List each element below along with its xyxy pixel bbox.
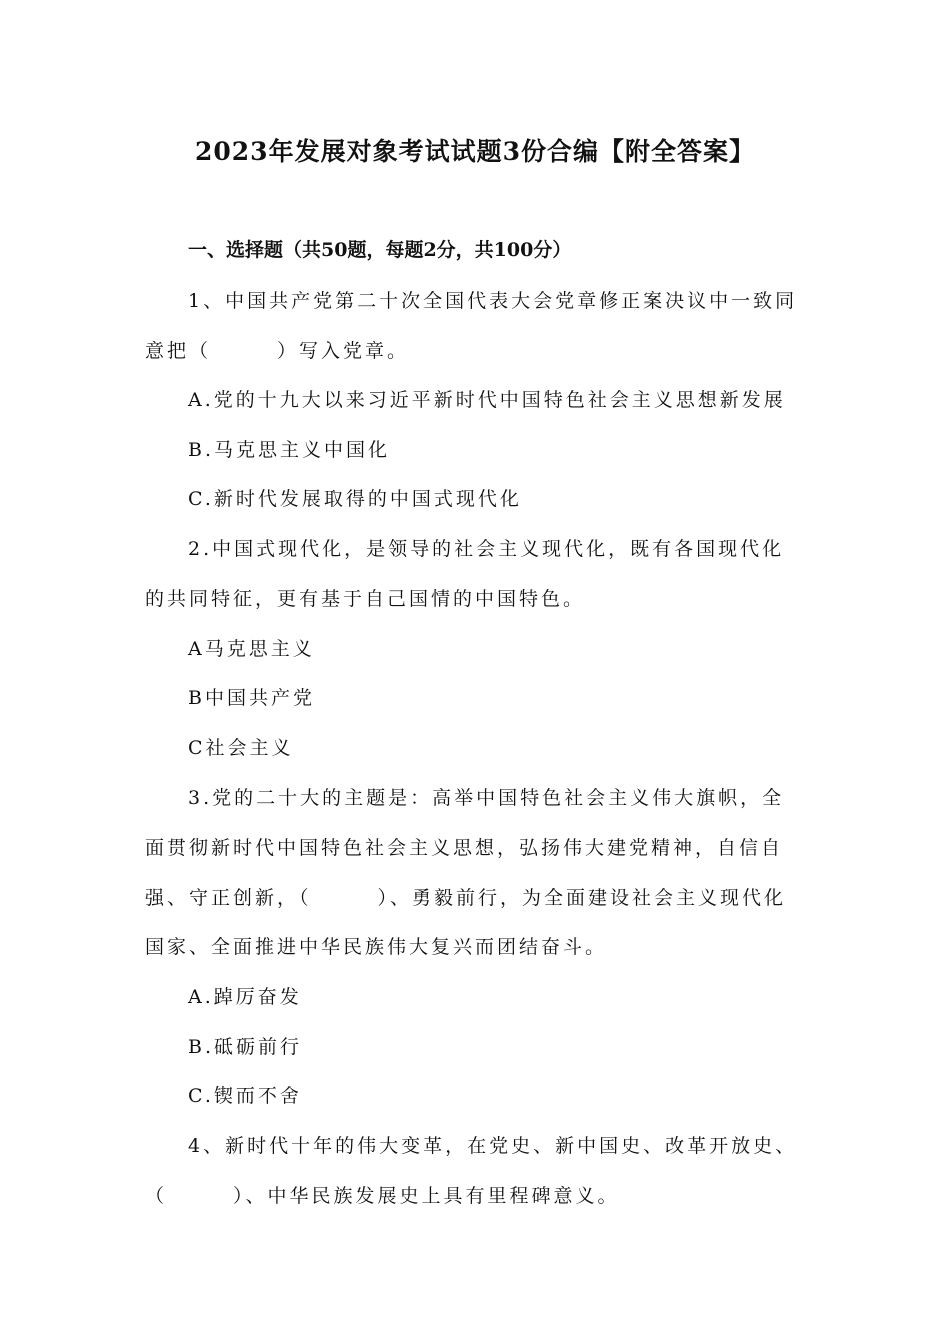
q1-option-c: C.新时代发展取得的中国式现代化 — [188, 488, 522, 510]
q3-option-c: C.锲而不舍 — [188, 1085, 302, 1107]
section-heading: 一、选择题（共50题，每题2分，共100分） — [188, 239, 572, 261]
q1-option-a: A.党的十九大以来习近平新时代中国特色社会主义思想新发展 — [188, 389, 786, 411]
q1-stem-line-2: 意把（ ）写入党章。 — [145, 340, 410, 362]
q2-option-c: C社会主义 — [188, 737, 294, 759]
q3-stem-line-1: 3.党的二十大的主题是：高举中国特色社会主义伟大旗帜，全 — [188, 787, 785, 809]
q2-stem-line-1: 2.中国式现代化，是领导的社会主义现代化，既有各国现代化 — [188, 538, 785, 560]
q4-stem-line-2: （ ）、中华民族发展史上具有里程碑意义。 — [145, 1185, 620, 1207]
q1-option-b: B.马克思主义中国化 — [188, 439, 391, 461]
q2-stem-line-2: 的共同特征，更有基于自己国情的中国特色。 — [145, 588, 586, 610]
document-title: 2023年发展对象考试试题3份合编【附全答案】 — [195, 137, 755, 166]
q3-option-b: B.砥砺前行 — [188, 1036, 303, 1058]
q3-stem-line-4: 国家、全面推进中华民族伟大复兴而团结奋斗。 — [145, 936, 608, 958]
q3-option-a: A.踔厉奋发 — [188, 986, 302, 1008]
q1-stem-line-1: 1、中国共产党第二十次全国代表大会党章修正案决议中一致同 — [188, 290, 798, 312]
q4-stem-line-1: 4、新时代十年的伟大变革，在党史、新中国史、改革开放史、 — [188, 1135, 798, 1157]
q2-option-b: B中国共产党 — [188, 687, 315, 709]
q3-stem-line-3: 强、守正创新，（ ）、勇毅前行，为全面建设社会主义现代化 — [145, 887, 787, 909]
q2-option-a: A马克思主义 — [188, 638, 315, 660]
q3-stem-line-2: 面贯彻新时代中国特色社会主义思想，弘扬伟大建党精神，自信自 — [145, 837, 784, 859]
